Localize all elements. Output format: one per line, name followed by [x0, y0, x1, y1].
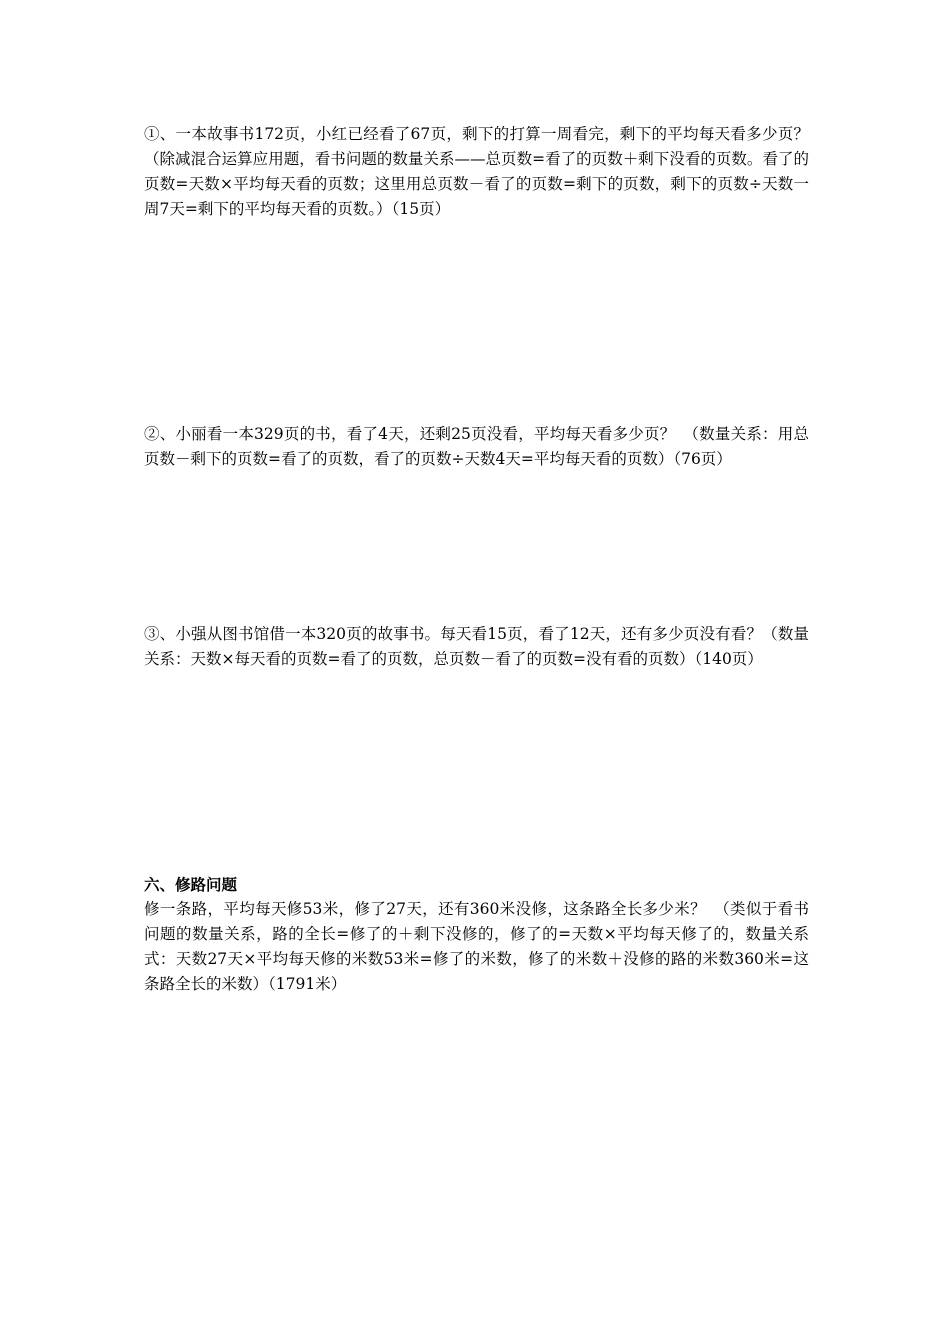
problem-3-text: ③、小强从图书馆借一本320页的故事书。每天看15页，看了12天，还有多少页没有看？（数量关系：天数×每天看的页数=看了的页数，总页数－看了的页数=没有看的页数）（140页） — [144, 625, 809, 668]
problem-2 — [144, 422, 809, 472]
problem-3 — [144, 622, 809, 672]
problem-1-text: ①、一本故事书172页，小红已经看了67页，剩下的打算一周看完，剩下的平均每天看多少页？（除减混合运算应用题，看书问题的数量关系——总页数=看了的页数＋剩下没看的页数。看了的页数=天数×平均每天看的页数；这里用总页数－看了的页数=剩下的页数，剩下的页数÷天数一周7天=剩下的平均每天看的页数。）（15页） — [144, 125, 809, 218]
section-heading: 六、修路问题 — [144, 875, 238, 894]
section-problem-text: 修一条路，平均每天修53米，修了27天，还有360米没修，这条路全长多少米？ （类似于看书问题的数量关系，路的全长=修了的＋剩下没修的，修了的=天数×平均每天修了的，数量关系式：天数27天×平均每天修的米数53米=修了的米数，修了的米数＋没修的路的米数360米=这条路全长的米数）（1791米） — [144, 900, 809, 993]
problem-1 — [144, 122, 809, 222]
problem-2-text: ②、小丽看一本329页的书，看了4天，还剩25页没看，平均每天看多少页？ （数量关系：用总页数－剩下的页数=看了的页数，看了的页数÷天数4天=平均每天看的页数）（76页） — [144, 425, 809, 468]
section-road-repair — [144, 872, 809, 997]
